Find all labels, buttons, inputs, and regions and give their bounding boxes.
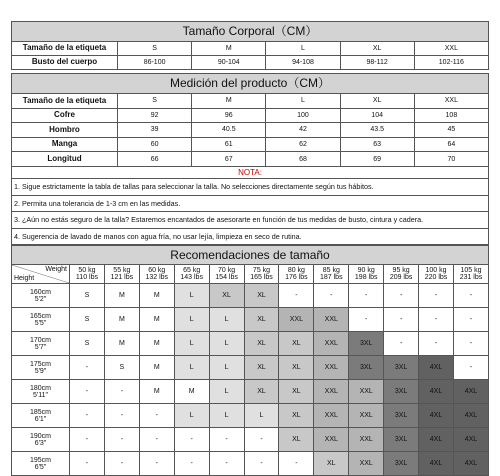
height-cell [12,428,70,452]
size-recommendation-cell: - [139,428,174,452]
measure-cell: 45 [414,123,488,138]
height-cell [12,284,70,308]
size-recommendation-cell: S [70,332,105,356]
size-recommendation-cell: 4XL [453,452,488,476]
size-recommendation-cell: XXL [349,404,384,428]
height-cell [12,404,70,428]
measure-cell: 67 [192,152,266,167]
weight-lbs: 209 lbs [389,274,413,282]
size-recommendation-cell: - [70,428,105,452]
size-recommendation-cell: L [174,404,209,428]
size-recommendation-cell: - [104,428,139,452]
size-recommendation-cell: XL [279,428,314,452]
size-recommendation-cell: 4XL [453,428,488,452]
measure-cell: 96 [192,108,266,123]
size-recommendation-cell: M [139,308,174,332]
size-cell: L [266,42,340,56]
size-recommendation-cell: 4XL [453,404,488,428]
size-recommendation-cell: 4XL [419,356,454,380]
size-cell: M [192,42,266,56]
measure-cell: 100 [266,108,340,123]
size-recommendation-cell: 3XL [384,380,419,404]
note-item: 2. Permita una tolerancia de 1-3 cm en las medidas. [12,196,488,213]
weight-header-cell [453,265,488,284]
size-recommendation-cell: 4XL [453,380,488,404]
size-recommendation-cell: - [70,404,105,428]
size-cell: XL [340,42,414,56]
row-label: Manga [12,137,118,152]
weight-header-cell [384,265,419,284]
height-ft: 6'1" [34,415,47,423]
size-recommendation-cell: - [139,452,174,476]
height-cell [12,332,70,356]
note-item: 3. ¿Aún no estás seguro de la talla? Estaremos encantados de asesorarte en función de tus medidas de busto, cintura y cadera. [12,212,488,229]
bust-value: 102-116 [414,56,488,70]
measure-cell: 104 [340,108,414,123]
measure-cell: 66 [118,152,192,167]
size-recommendation-cell: 3XL [349,356,384,380]
height-ft: 5'9" [34,367,47,375]
size-recommendation-cell: - [104,380,139,404]
size-recommendation-cell: XXL [314,308,349,332]
size-recommendation-cell: XL [244,356,279,380]
height-cell [12,308,70,332]
weight-lbs: 176 lbs [285,274,308,282]
size-recommendation-cell: S [70,284,105,308]
size-recommendation-cell: - [70,452,105,476]
measure-cell: 92 [118,108,192,123]
size-recommendation-cell: XXL [314,404,349,428]
size-recommendation-cell: XL [279,404,314,428]
size-recommendation-cell: XXL [314,428,349,452]
bust-value: 90-104 [192,56,266,70]
recommendation-title: Recomendaciones de tamaño [12,246,489,265]
size-recommendation-cell: XXL [349,380,384,404]
size-recommendation-cell: XL [209,284,244,308]
size-recommendation-cell: L [174,332,209,356]
row-label: Longitud [12,152,118,167]
size-recommendation-cell: 3XL [349,332,384,356]
size-cell: L [266,94,340,109]
bust-value: 98-112 [340,56,414,70]
height-ft: 6'3" [34,439,47,447]
weight-kg: 80 kg [287,267,305,274]
weight-kg: 90 kg [357,267,375,274]
weight-kg: 55 kg [113,267,131,274]
size-recommendation-cell: 4XL [419,380,454,404]
size-recommendation-cell: - [139,404,174,428]
height-ft: 6'5" [34,463,47,471]
size-recommendation-cell: L [174,284,209,308]
size-recommendation-cell: - [419,308,454,332]
height-cm: 195cm [29,456,51,464]
weight-header-cell [209,265,244,284]
size-cell: M [192,94,266,109]
weight-lbs: 110 lbs [75,274,98,282]
weight-kg: 75 kg [252,267,271,274]
size-recommendation-cell: - [209,452,244,476]
size-recommendation-cell: 4XL [419,404,454,428]
size-recommendation-cell: - [279,284,314,308]
measure-cell: 69 [340,152,414,167]
size-recommendation-cell: L [174,356,209,380]
height-cm: 180cm [29,384,51,392]
size-recommendation-cell: XL [279,332,314,356]
size-recommendation-cell: - [244,428,279,452]
weight-header-cell [244,265,279,284]
size-recommendation-cell: XXL [349,428,384,452]
weight-header-cell [419,265,454,284]
size-recommendation-cell: XL [279,356,314,380]
weight-lbs: 165 lbs [250,274,273,282]
size-recommendation-cell: S [104,356,139,380]
size-recommendation-cell: XXL [279,308,314,332]
size-recommendation-cell: - [104,452,139,476]
notes-title: NOTA: [12,167,488,179]
body-size-title: Tamaño Corporal（CM） [12,22,489,42]
height-cell [12,452,70,476]
weight-header-cell [314,265,349,284]
measure-cell: 42 [266,123,340,138]
weight-lbs: 187 lbs [320,274,343,282]
size-recommendation-cell: L [244,404,279,428]
size-cell: S [118,42,192,56]
height-cm: 165cm [29,312,51,320]
size-recommendation-cell: XL [314,452,349,476]
weight-kg: 60 kg [148,267,166,274]
size-recommendation-cell: 3XL [384,404,419,428]
bust-value: 86-100 [118,56,192,70]
size-recommendation-cell: L [209,308,244,332]
label-header: Tamaño de la etiqueta [12,42,118,56]
weight-kg: 85 kg [322,267,340,274]
size-recommendation-cell: XL [244,284,279,308]
product-table [11,73,489,167]
size-recommendation-cell: XXL [314,332,349,356]
size-recommendation-cell: 3XL [384,452,419,476]
height-ft: 5'2" [34,295,47,303]
weight-lbs: 143 lbs [180,274,203,282]
size-recommendation-cell: M [139,356,174,380]
bust-value: 94-108 [266,56,340,70]
size-recommendation-cell: - [244,452,279,476]
note-item: 4. Sugerencia de lavado de manos con agua fría, no usar lejía, limpieza en seco de rutina. [14,231,302,241]
weight-kg: 50 kg [78,267,96,274]
weight-kg: 105 kg [460,267,482,274]
weight-lbs: 132 lbs [145,274,169,282]
height-ft: 5'5" [34,319,47,327]
size-recommendation-cell: - [70,380,105,404]
bust-label: Busto del cuerpo [12,56,118,70]
height-cm: 175cm [29,360,51,368]
size-recommendation-cell: M [139,380,174,404]
size-recommendation-cell: - [209,428,244,452]
size-recommendation-cell: M [139,332,174,356]
size-recommendation-cell: 4XL [419,428,454,452]
weight-lbs: 231 lbs [459,274,483,282]
height-label: Height [14,275,35,282]
weight-lbs: 198 lbs [354,274,378,282]
height-cm: 160cm [29,288,51,296]
size-recommendation-cell: - [349,308,384,332]
weight-lbs: 121 lbs [110,274,134,282]
size-recommendation-cell: XL [244,332,279,356]
size-recommendation-cell: L [209,332,244,356]
size-recommendation-cell: 4XL [419,452,454,476]
weight-kg: 100 kg [425,267,447,274]
measure-cell: 40.5 [192,123,266,138]
size-recommendation-cell: - [419,332,454,356]
weight-header-cell [174,265,209,284]
weight-kg: 70 kg [218,267,236,274]
size-recommendation-cell: L [174,308,209,332]
size-recommendation-cell: XL [244,308,279,332]
weight-lbs: 154 lbs [215,274,238,282]
size-recommendation-cell: M [104,332,139,356]
size-recommendation-cell: - [279,452,314,476]
size-recommendation-cell: - [70,356,105,380]
measure-cell: 68 [266,152,340,167]
height-cm: 170cm [29,336,51,344]
measure-cell: 43.5 [340,123,414,138]
note-item: 1. Sigue estrictamente la tabla de tallas para seleccionar la talla. No selecciones directamente según tus hábitos. [12,179,488,196]
size-recommendation-cell: - [453,332,488,356]
size-cell: XL [340,94,414,109]
size-recommendation-cell: - [384,308,419,332]
height-cell [12,356,70,380]
recommendation-table [11,245,489,476]
size-recommendation-cell: M [174,380,209,404]
weight-kg: 65 kg [183,267,201,274]
weight-label: Weight [45,266,67,274]
weight-height-corner [12,265,70,284]
height-cell [12,380,70,404]
size-recommendation-cell: - [384,284,419,308]
size-recommendation-cell: - [453,356,488,380]
size-recommendation-cell: - [314,284,349,308]
measure-cell: 63 [340,137,414,152]
measure-cell: 60 [118,137,192,152]
weight-header-cell [349,265,384,284]
size-recommendation-cell: - [174,428,209,452]
weight-header-cell [104,265,139,284]
size-recommendation-cell: XXL [349,452,384,476]
size-cell: XXL [414,94,488,109]
size-recommendation-cell: XXL [314,356,349,380]
size-recommendation-cell: - [349,284,384,308]
size-recommendation-cell: S [70,308,105,332]
measure-cell: 108 [414,108,488,123]
label-header: Tamaño de la etiqueta [12,94,118,109]
size-recommendation-cell: L [209,356,244,380]
height-ft: 5'7" [34,343,47,351]
measure-cell: 62 [266,137,340,152]
size-recommendation-cell: M [104,284,139,308]
size-recommendation-cell: 3XL [384,428,419,452]
size-recommendation-cell: - [104,404,139,428]
weight-header-cell [279,265,314,284]
size-cell: XXL [414,42,488,56]
size-recommendation-cell: - [453,308,488,332]
row-label: Cofre [12,108,118,123]
measure-cell: 39 [118,123,192,138]
size-recommendation-cell: L [209,380,244,404]
size-recommendation-cell: XL [279,380,314,404]
weight-header-cell [139,265,174,284]
height-ft: 5'11" [33,391,48,399]
measure-cell: 70 [414,152,488,167]
size-recommendation-cell: - [453,284,488,308]
measure-cell: 61 [192,137,266,152]
height-cm: 185cm [29,408,51,416]
weight-lbs: 220 lbs [424,274,448,282]
weight-kg: 95 kg [392,267,410,274]
height-cm: 190cm [29,432,51,440]
size-recommendation-cell: - [384,332,419,356]
size-cell: S [118,94,192,109]
measure-cell: 64 [414,137,488,152]
notes-box [11,167,489,245]
weight-header-cell [70,265,105,284]
size-recommendation-cell: XL [244,380,279,404]
body-size-table [11,21,489,70]
size-recommendation-cell: M [104,308,139,332]
size-recommendation-cell: M [139,284,174,308]
size-recommendation-cell: XXL [314,380,349,404]
row-label: Hombro [12,123,118,138]
product-title: Medición del producto（CM） [12,74,489,94]
size-recommendation-cell: L [209,404,244,428]
size-recommendation-cell: 3XL [384,356,419,380]
size-recommendation-cell: - [419,284,454,308]
size-recommendation-cell: - [174,452,209,476]
